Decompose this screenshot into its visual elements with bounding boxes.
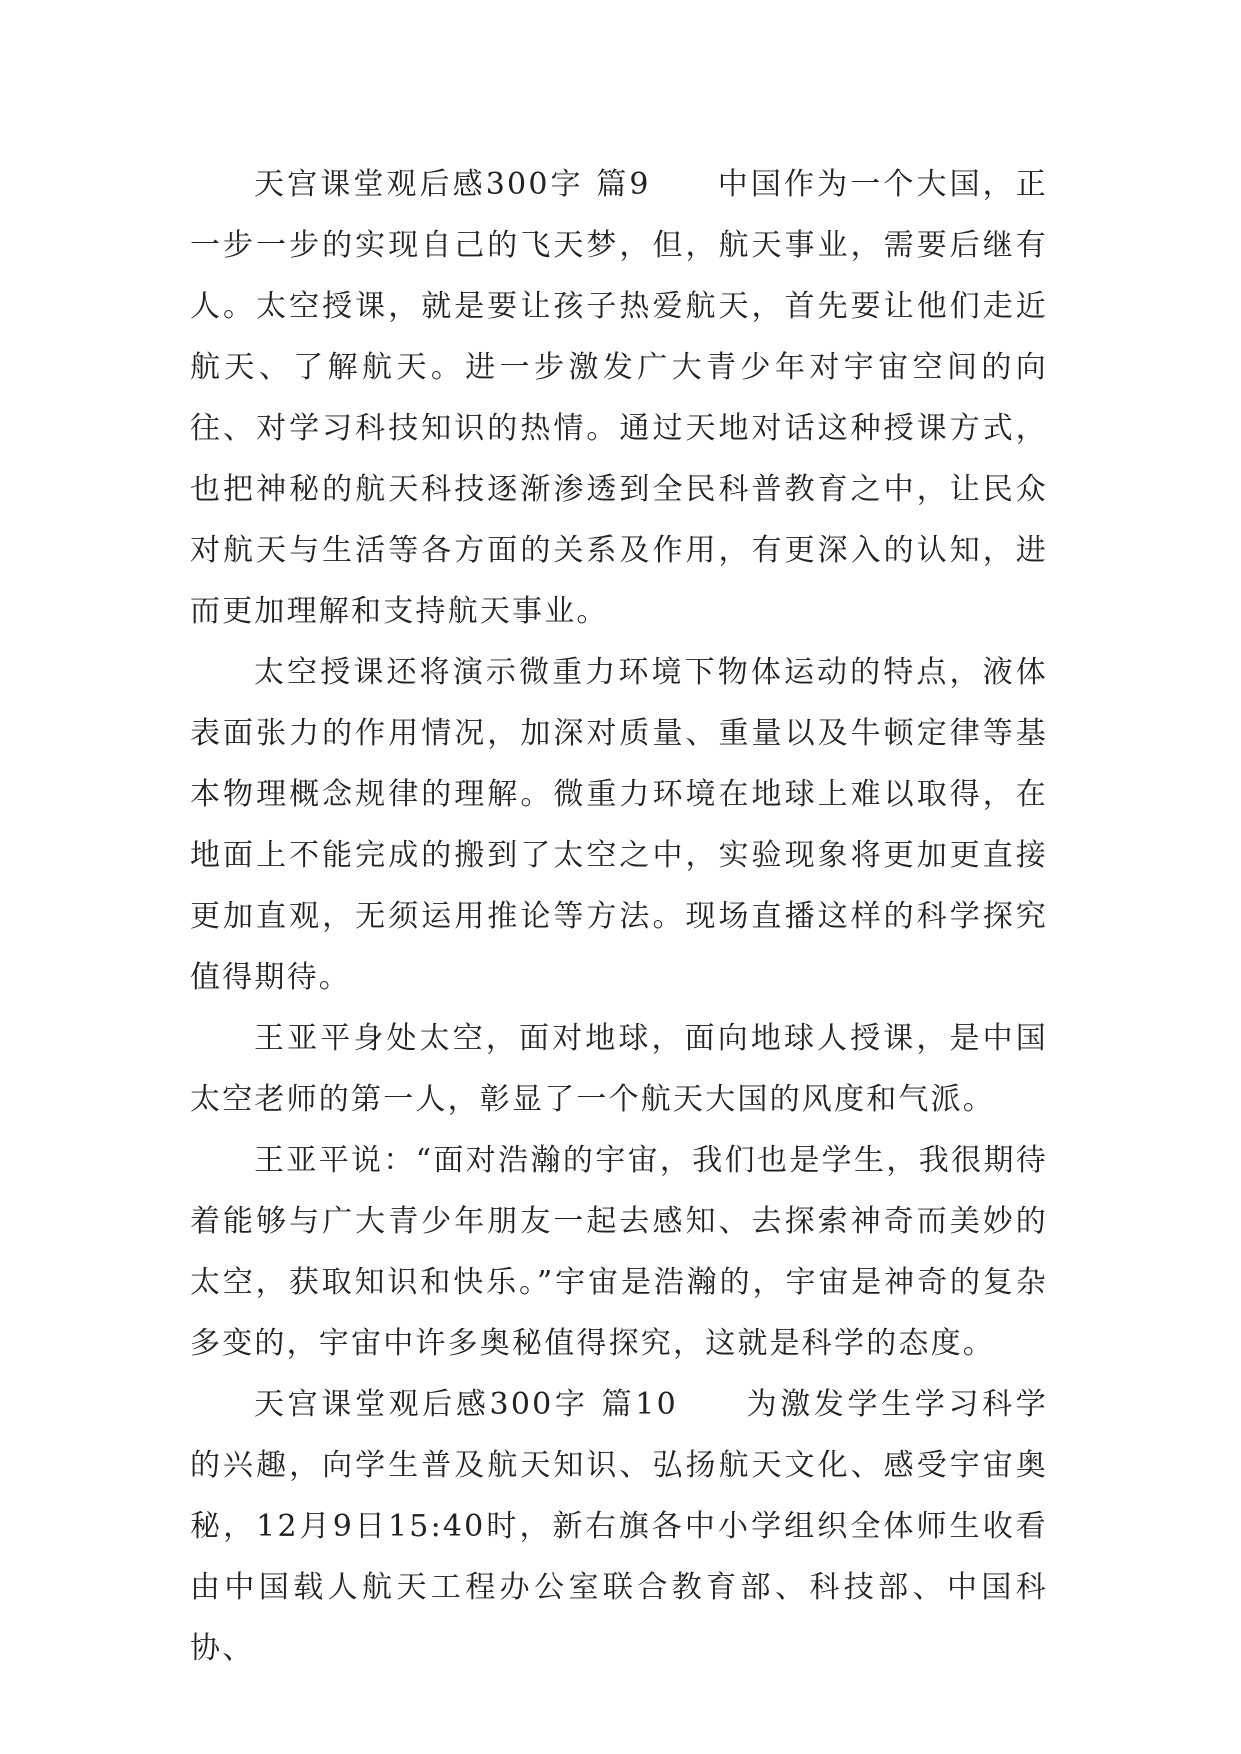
paragraph-5: 天宫课堂观后感300字 篇10 为激发学生学习科学的兴趣，向学生普及航天知识、弘扬航天文化、感受宇宙奥秘，12月9日15:40时，新右旗各中小学组织全体师生收看由中国载人航天工程办公室联合教育部、科技部、中国科协、 <box>190 1387 1048 1666</box>
paragraph-4: 王亚平说：“面对浩瀚的宇宙，我们也是学生，我很期待着能够与广大青少年朋友一起去感知、去探索神奇而美妙的太空，获取知识和快乐。”宇宙是浩瀚的，宇宙是神奇的复杂多变的，宇宙中许多奥秘值得探究，这就是科学的态度。 <box>190 1143 1048 1361</box>
paragraph-3: 王亚平身处太空，面对地球，面向地球人授课，是中国太空老师的第一人，彰显了一个航天大国的风度和气派。 <box>190 1021 1048 1117</box>
paragraph-2: 太空授课还将演示微重力环境下物体运动的特点，液体表面张力的作用情况，加深对质量、重量以及牛顿定律等基本物理概念规律的理解。微重力环境在地球上难以取得，在地面上不能完成的搬到了太空之中，实验现象将更加更直接更加直观，无须运用推论等方法。现场直播这样的科学探究值得期待。 <box>190 655 1048 995</box>
document-body <box>190 154 1048 1679</box>
paragraph-1: 天宫课堂观后感300字 篇9 中国作为一个大国，正一步一步的实现自己的飞天梦，但，航天事业，需要后继有人。太空授课，就是要让孩子热爱航天，首先要让他们走近航天、了解航天。进一步激发广大青少年对宇宙空间的向往、对学习科技知识的热情。通过天地对话这种授课方式，也把神秘的航天科技逐渐渗透到全民科普教育之中，让民众对航天与生活等各方面的关系及作用，有更深入的认知，进而更加理解和支持航天事业。 <box>190 167 1048 629</box>
